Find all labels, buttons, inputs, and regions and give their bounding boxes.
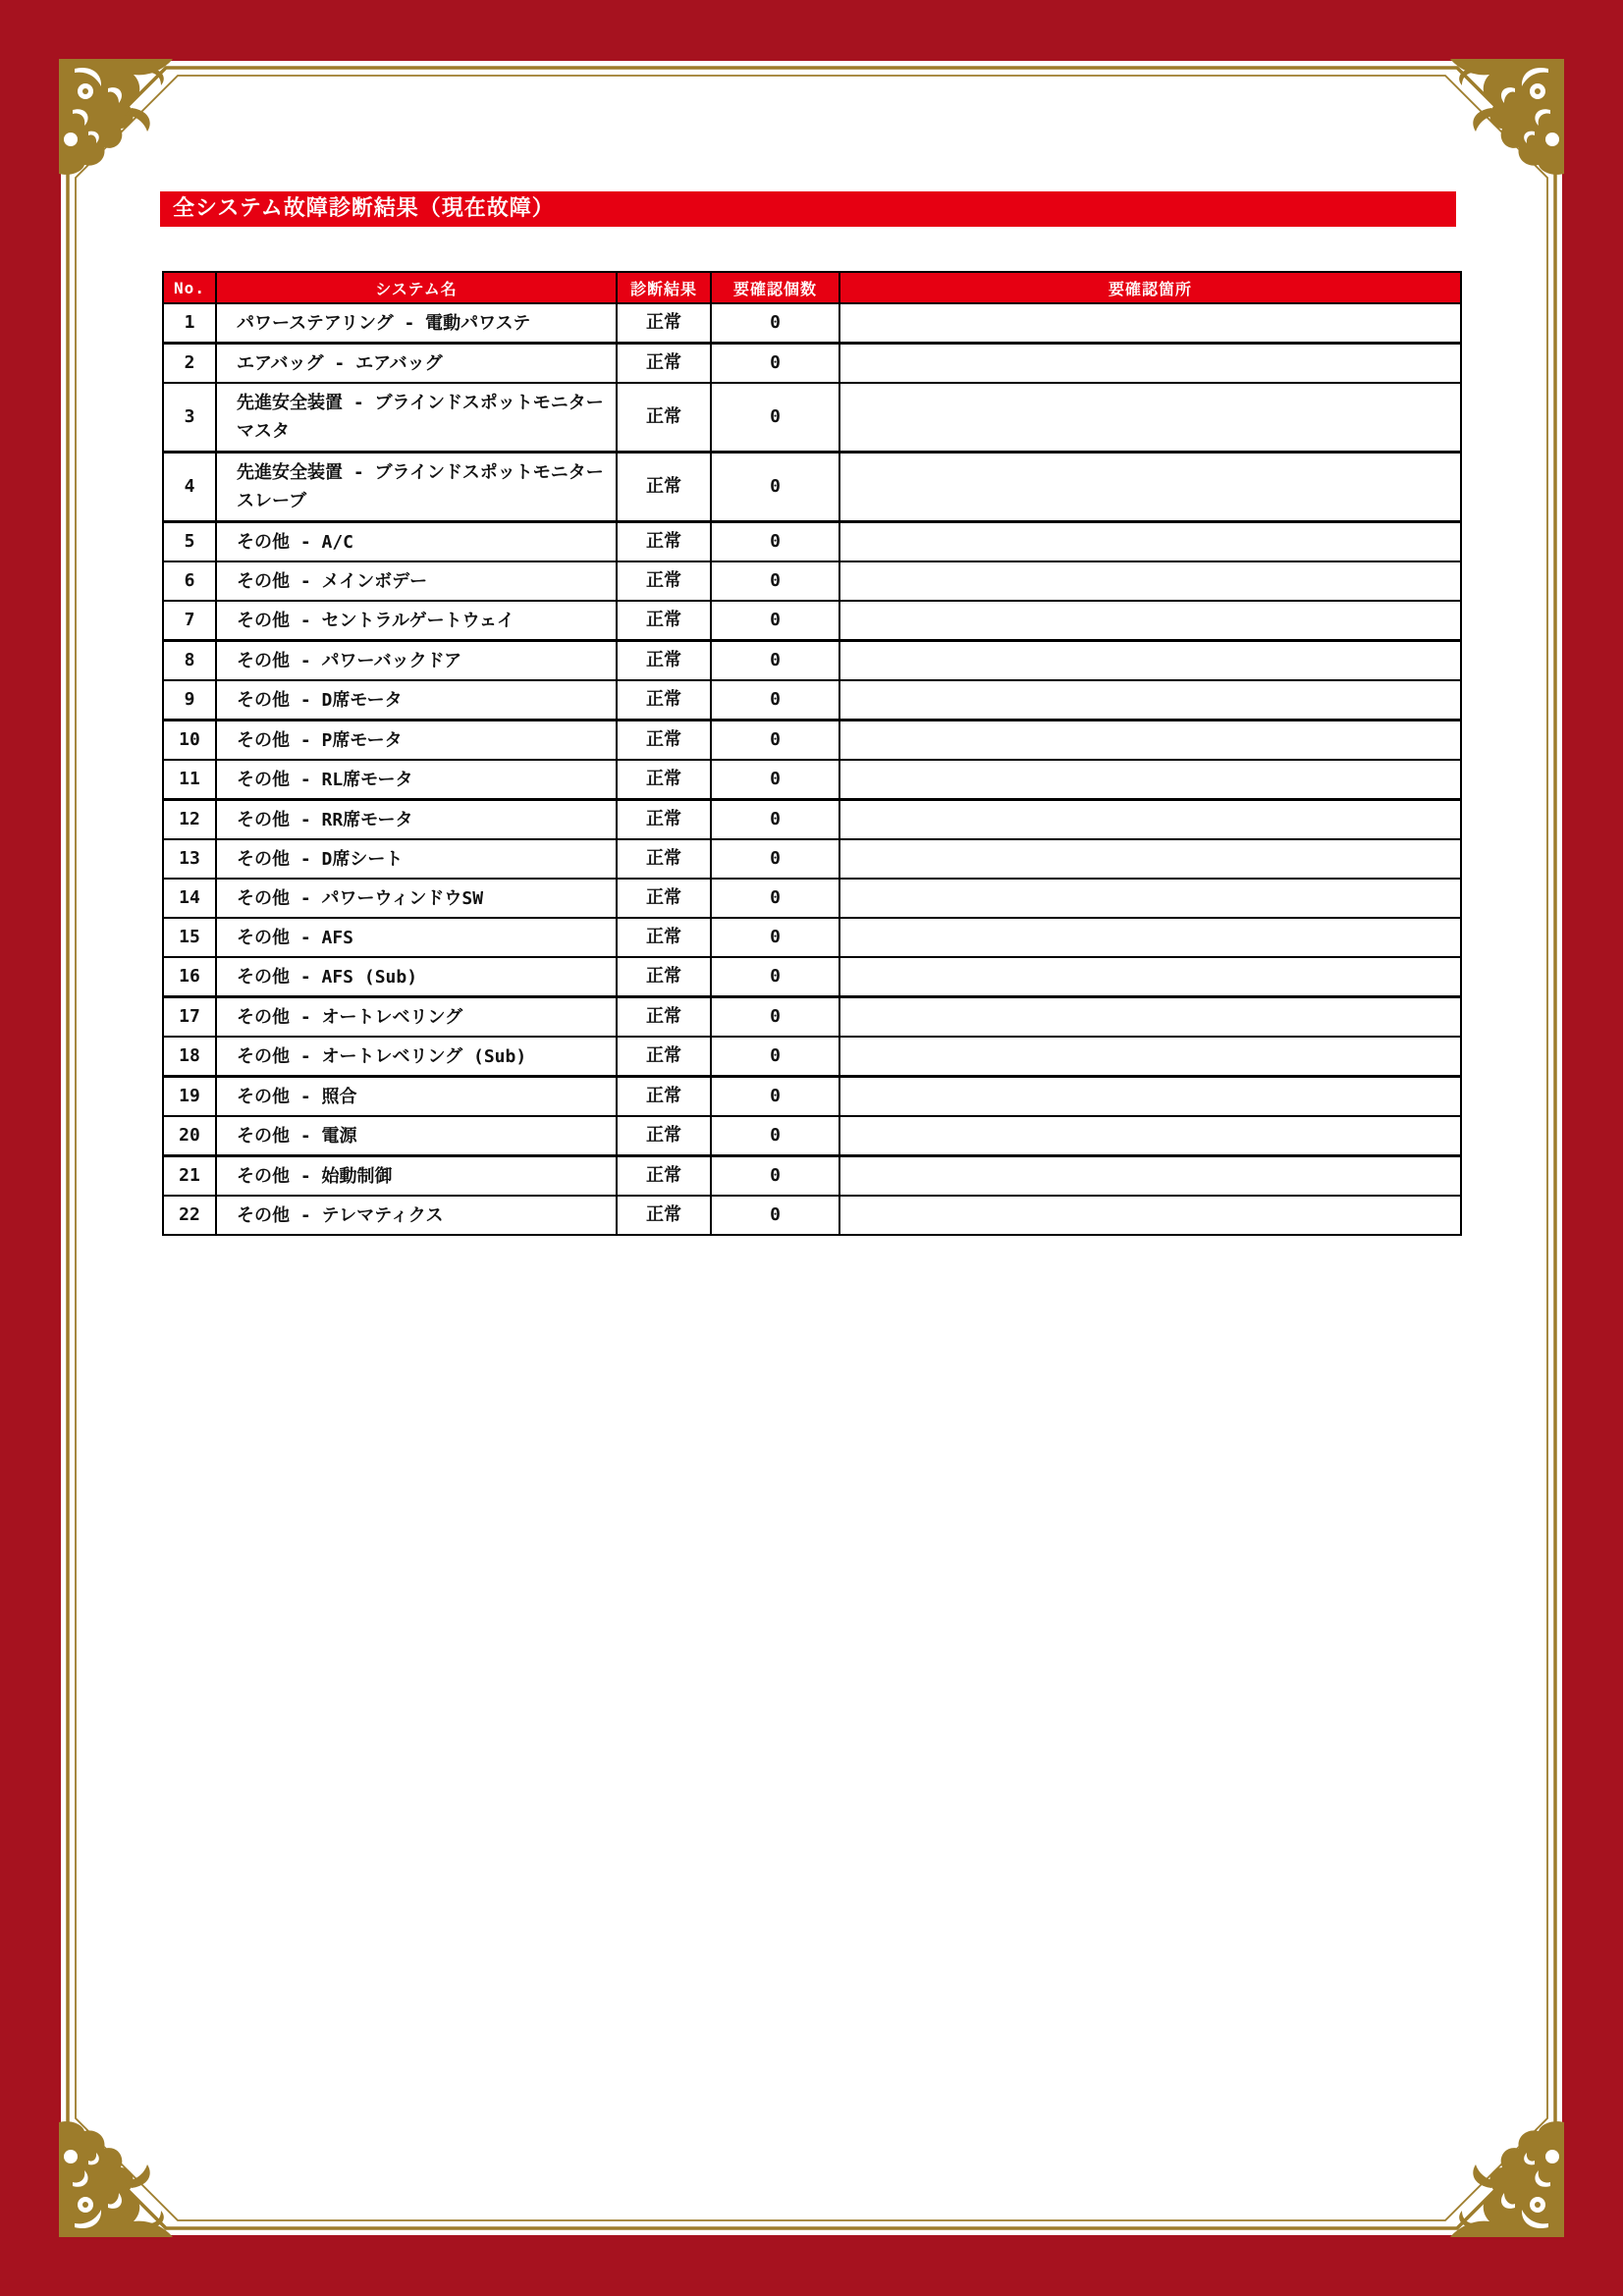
confirm-location: [839, 641, 1461, 681]
confirm-count: 0: [711, 641, 839, 681]
diagnosis-result: 正常: [617, 760, 711, 800]
confirm-count: 0: [711, 303, 839, 344]
confirm-count: 0: [711, 918, 839, 957]
system-name: その他 - パワーウィンドウSW: [216, 879, 617, 918]
confirm-count: 0: [711, 997, 839, 1038]
row-number: 3: [163, 383, 216, 453]
confirm-count: 0: [711, 522, 839, 562]
confirm-count: 0: [711, 1077, 839, 1117]
diagnosis-result: 正常: [617, 721, 711, 761]
diagnosis-result: 正常: [617, 918, 711, 957]
table-row: [163, 601, 1461, 641]
diagnosis-result: 正常: [617, 1196, 711, 1235]
diagnosis-result: 正常: [617, 800, 711, 840]
system-name: その他 - RR席モータ: [216, 800, 617, 840]
system-name: その他 - メインボデー: [216, 561, 617, 601]
confirm-location: [839, 879, 1461, 918]
confirm-count: 0: [711, 1116, 839, 1156]
table-row: [163, 680, 1461, 721]
table-row: [163, 997, 1461, 1038]
confirm-location: [839, 522, 1461, 562]
row-number: 4: [163, 453, 216, 522]
confirm-count: 0: [711, 1156, 839, 1197]
system-name: 先進安全装置 - ブラインドスポットモニター マスタ: [216, 383, 617, 453]
section-title-bar: [160, 191, 1456, 227]
confirm-location: [839, 1196, 1461, 1235]
diagnosis-result: 正常: [617, 641, 711, 681]
table-row: [163, 760, 1461, 800]
confirm-count: 0: [711, 879, 839, 918]
system-name: その他 - オートレベリング (Sub): [216, 1037, 617, 1077]
confirm-location: [839, 561, 1461, 601]
row-number: 18: [163, 1037, 216, 1077]
row-number: 12: [163, 800, 216, 840]
table-row: [163, 879, 1461, 918]
table-row: [163, 918, 1461, 957]
system-name: その他 - 照合: [216, 1077, 617, 1117]
row-number: 6: [163, 561, 216, 601]
confirm-count: 0: [711, 561, 839, 601]
confirm-count: 0: [711, 344, 839, 384]
confirm-location: [839, 800, 1461, 840]
confirm-count: 0: [711, 680, 839, 721]
confirm-location: [839, 721, 1461, 761]
table-row: [163, 1196, 1461, 1235]
table-row: [163, 721, 1461, 761]
diagnosis-result: 正常: [617, 522, 711, 562]
table-header-row: [163, 272, 1461, 303]
table-row: [163, 839, 1461, 879]
row-number: 13: [163, 839, 216, 879]
system-name: その他 - D席シート: [216, 839, 617, 879]
diagnosis-result: 正常: [617, 344, 711, 384]
row-number: 17: [163, 997, 216, 1038]
diagnosis-result: 正常: [617, 561, 711, 601]
confirm-location: [839, 918, 1461, 957]
confirm-location: [839, 344, 1461, 384]
header-count: 要確認個数: [711, 272, 839, 303]
system-name: その他 - D席モータ: [216, 680, 617, 721]
confirm-count: 0: [711, 453, 839, 522]
confirm-location: [839, 957, 1461, 997]
diagnosis-result: 正常: [617, 453, 711, 522]
system-name: その他 - AFS (Sub): [216, 957, 617, 997]
row-number: 19: [163, 1077, 216, 1117]
row-number: 14: [163, 879, 216, 918]
diagnosis-result: 正常: [617, 303, 711, 344]
system-name: その他 - RL席モータ: [216, 760, 617, 800]
system-name: その他 - P席モータ: [216, 721, 617, 761]
confirm-location: [839, 1156, 1461, 1197]
system-name: その他 - 電源: [216, 1116, 617, 1156]
row-number: 2: [163, 344, 216, 384]
system-name: エアバッグ - エアバッグ: [216, 344, 617, 384]
table-row: [163, 1156, 1461, 1197]
diagnosis-result: 正常: [617, 879, 711, 918]
table-row: [163, 1116, 1461, 1156]
row-number: 16: [163, 957, 216, 997]
header-system: システム名: [216, 272, 617, 303]
diagnosis-result: 正常: [617, 680, 711, 721]
confirm-location: [839, 680, 1461, 721]
system-name: その他 - AFS: [216, 918, 617, 957]
header-note: 要確認箇所: [839, 272, 1461, 303]
diagnosis-result: 正常: [617, 1037, 711, 1077]
confirm-location: [839, 383, 1461, 453]
row-number: 1: [163, 303, 216, 344]
confirm-location: [839, 601, 1461, 641]
row-number: 10: [163, 721, 216, 761]
row-number: 7: [163, 601, 216, 641]
row-number: 11: [163, 760, 216, 800]
table-row: [163, 561, 1461, 601]
row-number: 15: [163, 918, 216, 957]
table-row: [163, 1077, 1461, 1117]
table-row: [163, 344, 1461, 384]
confirm-location: [839, 1037, 1461, 1077]
system-name: その他 - A/C: [216, 522, 617, 562]
confirm-location: [839, 303, 1461, 344]
diagnosis-result: 正常: [617, 997, 711, 1038]
system-name: 先進安全装置 - ブラインドスポットモニター スレーブ: [216, 453, 617, 522]
confirm-count: 0: [711, 760, 839, 800]
system-name: その他 - パワーバックドア: [216, 641, 617, 681]
confirm-location: [839, 839, 1461, 879]
table-row: [163, 453, 1461, 522]
confirm-count: 0: [711, 1037, 839, 1077]
diagnosis-result: 正常: [617, 383, 711, 453]
table-row: [163, 957, 1461, 997]
confirm-count: 0: [711, 1196, 839, 1235]
diagnosis-result: 正常: [617, 601, 711, 641]
row-number: 20: [163, 1116, 216, 1156]
confirm-location: [839, 1077, 1461, 1117]
confirm-location: [839, 997, 1461, 1038]
diagnosis-result: 正常: [617, 957, 711, 997]
confirm-location: [839, 1116, 1461, 1156]
diagnosis-result: 正常: [617, 1077, 711, 1117]
table-row: [163, 641, 1461, 681]
row-number: 21: [163, 1156, 216, 1197]
confirm-count: 0: [711, 800, 839, 840]
row-number: 5: [163, 522, 216, 562]
diagnosis-result: 正常: [617, 1116, 711, 1156]
row-number: 22: [163, 1196, 216, 1235]
confirm-count: 0: [711, 601, 839, 641]
section-title-text: 全システム故障診断結果（現在故障）: [173, 196, 555, 221]
diagnosis-result: 正常: [617, 839, 711, 879]
table-row: [163, 383, 1461, 453]
confirm-count: 0: [711, 957, 839, 997]
system-name: その他 - セントラルゲートウェイ: [216, 601, 617, 641]
system-name: その他 - オートレベリング: [216, 997, 617, 1038]
table-row: [163, 522, 1461, 562]
row-number: 8: [163, 641, 216, 681]
diagnosis-result: 正常: [617, 1156, 711, 1197]
header-no: No.: [163, 272, 216, 303]
table-body: [163, 303, 1461, 1235]
confirm-count: 0: [711, 721, 839, 761]
confirm-location: [839, 453, 1461, 522]
table-row: [163, 303, 1461, 344]
table-row: [163, 800, 1461, 840]
system-name: その他 - 始動制御: [216, 1156, 617, 1197]
table-row: [163, 1037, 1461, 1077]
diagnosis-results-table: [162, 271, 1462, 1236]
confirm-location: [839, 760, 1461, 800]
confirm-count: 0: [711, 839, 839, 879]
confirm-count: 0: [711, 383, 839, 453]
system-name: パワーステアリング - 電動パワステ: [216, 303, 617, 344]
row-number: 9: [163, 680, 216, 721]
header-result: 診断結果: [617, 272, 711, 303]
system-name: その他 - テレマティクス: [216, 1196, 617, 1235]
